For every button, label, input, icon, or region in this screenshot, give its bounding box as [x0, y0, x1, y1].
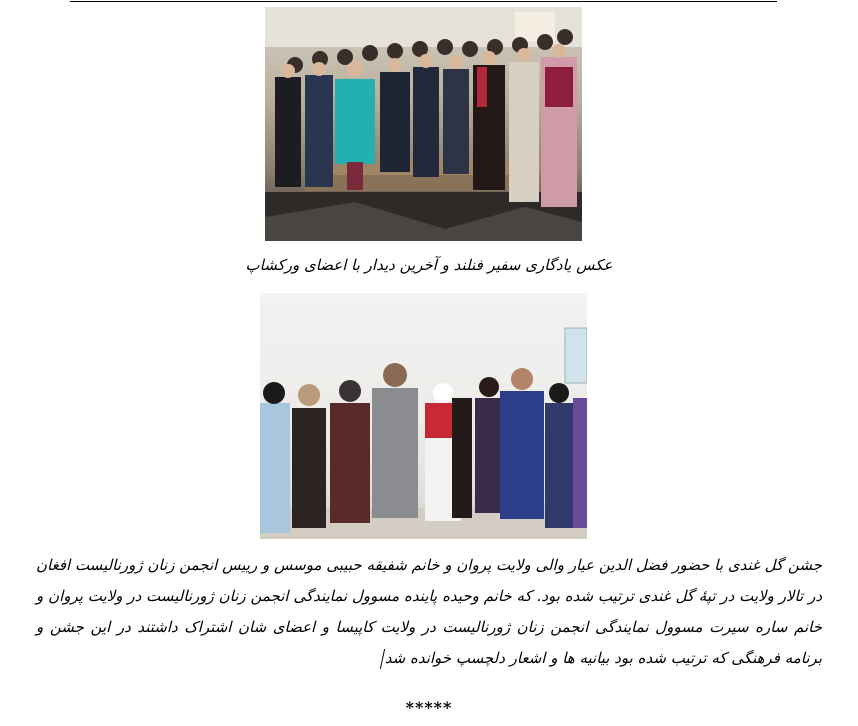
event-description — [36, 550, 822, 674]
photo-caption: عکس یادگاری سفیر فنلند و آخرین دیدار با اعضای ورکشاپ — [245, 256, 613, 274]
event-description-text: جشن گل غندی با حضور فضل الدین عیار والی ولایت پروان و خانم شفیقه حبیبی موسس و رییس انجمن زنان ژورنالیست افغان در تالار ولایت در تپۀ گل غندی ترتیب شده بود. که خانم وحیده پاینده مسوول نمایندگی انجمن زنان ژورنالیست در ولایت پروان و خانم ساره سیرت مسوول نمایندگی انجمن زنان ژورنالیست در ولایت کاپیسا و اعضای شان اشتراک داشتند در این جشن و برنامه فرهنگی که ترتیب شده بود بیانیه ها و اشعار دلچسپ خوانده شد — [36, 556, 822, 667]
group-photo — [265, 7, 582, 241]
event-photo — [260, 293, 587, 539]
section-separator: ***** — [405, 698, 453, 717]
top-rule — [70, 1, 777, 2]
